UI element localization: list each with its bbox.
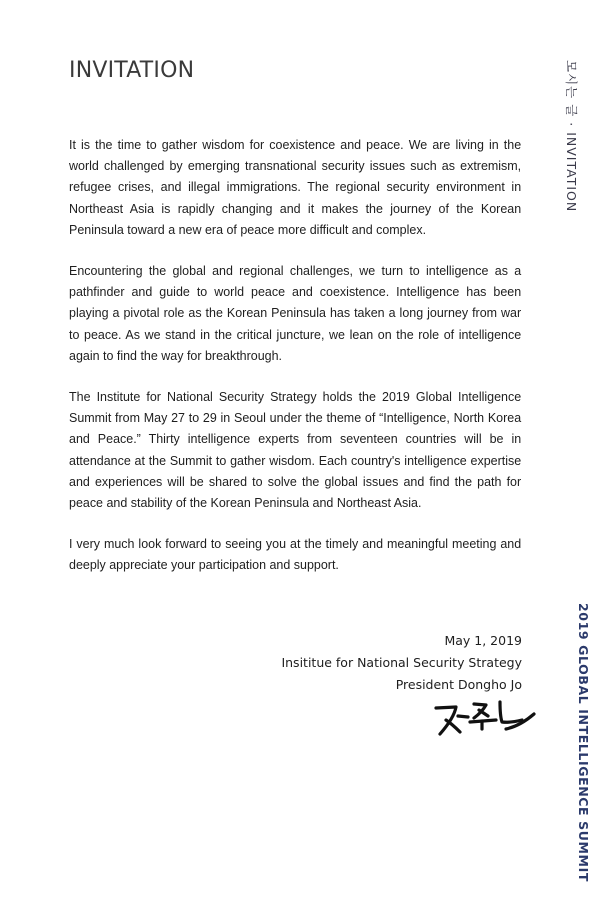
handwritten-signature bbox=[430, 696, 538, 740]
paragraph: It is the time to gather wisdom for coexistence and peace. We are living in the world challenged by emerging transnational security issues such as extremism, refugee crises, and illegal immigrations. The regional security environment in Northeast Asia is rapidly changing and it makes the journey of the Korean Peninsula toward a new era of peace more difficult and complex. bbox=[69, 137, 522, 237]
paragraph: Encountering the global and regional challenges, we turn to intelligence as a pathfinder and guide to world peace and coexistence. Intelligence has been playing a pivotal role as the Korean Peninsula has taken a long journey from war to peace. As we stand in the critical juncture, we lean on the role of intelligence again to find the way for breakthrough. bbox=[69, 263, 522, 363]
paragraph: I very much look forward to seeing you at the timely and meaningful meeting and deeply appreciate your participation and support. bbox=[69, 536, 522, 573]
side-header: 모시는 글 · INVITATION bbox=[564, 60, 579, 213]
page-title: INVITATION bbox=[69, 58, 195, 83]
paragraph: The Institute for National Security Strategy holds the 2019 Global Intelligence Summit from May 27 to 29 in Seoul under the theme of “Intelligence, North Korea and Peace.” Thirty intelligence experts from seventeen countries will be in attendance at the Summit to gather wisdom. Each country's intelligence expertise and experiences will be shared to solve the global issues and find the path for peace and stability of the Korean Peninsula and Northeast Asia. bbox=[69, 389, 522, 511]
signature-name: President Dongho Jo bbox=[395, 677, 522, 692]
side-title: 2019 GLOBAL INTELLIGENCE SUMMIT bbox=[576, 603, 591, 882]
signature-block bbox=[281, 630, 522, 696]
letter-body bbox=[69, 134, 521, 596]
signature-date: May 1, 2019 bbox=[444, 633, 522, 648]
signature-organization: Insititue for National Security Strategy bbox=[281, 655, 522, 670]
